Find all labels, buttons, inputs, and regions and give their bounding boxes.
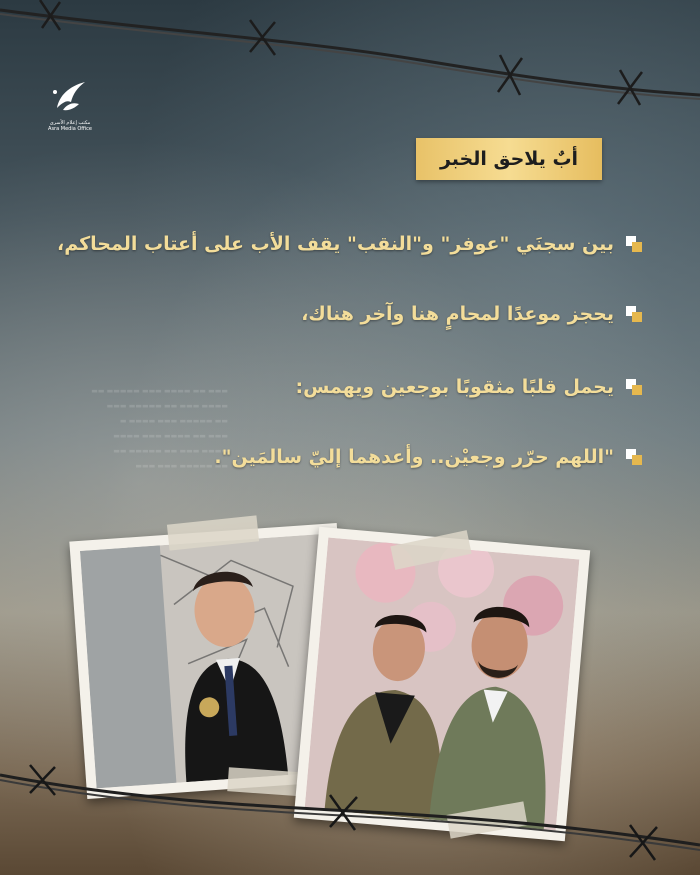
bird-logo-icon — [49, 78, 91, 116]
bullet-square-icon — [626, 449, 642, 465]
barbed-wire-top — [0, 0, 700, 110]
bullet-text: "اللهم حرّر وجعيْن.. وأعدهما إليّ سالمَين". — [214, 446, 614, 468]
faint-background-text: ▬▬▬ ▬▬ ▬▬▬▬ ▬▬▬ ▬▬▬▬▬ ▬▬ ▬▬▬▬ ▬▬▬ ▬▬ ▬▬▬▬▬ ▬▬▬ ▬▬ ▬▬▬▬▬ ▬▬▬ ▬▬▬▬ ▬ ▬▬▬ ▬▬ ▬▬▬▬ ▬▬▬ ▬▬▬▬ ▬▬▬▬ ▬▬▬ ▬▬ ▬▬▬▬▬ ▬▬ ▬▬ ▬▬▬▬▬ ▬▬▬ ▬▬▬ — [91, 387, 228, 470]
bullet-item-1 — [57, 233, 642, 255]
bullet-text: بين سجنَي "عوفر" و"النقب" يقف الأب على أعتاب المحاكم، — [56, 233, 614, 255]
headline-text: أبٌ يلاحق الخبر — [439, 148, 579, 170]
bullet-square-icon — [626, 379, 642, 395]
bullet-item-4 — [214, 446, 642, 468]
bullet-item-3 — [296, 376, 642, 398]
headline-box — [416, 138, 602, 180]
logo-name-en: Asra Media Office — [48, 126, 92, 132]
barbed-wire-bottom — [0, 735, 700, 875]
bullet-item-2 — [301, 303, 642, 325]
bullet-square-icon — [626, 306, 642, 322]
bullet-text: يحمل قلبًا مثقوبًا بوجعين ويهمس: — [295, 376, 614, 398]
bullet-text: يحجز موعدًا لمحامٍ هنا وآخر هناك، — [301, 303, 614, 325]
asra-media-logo — [44, 78, 96, 132]
logo-name-ar: مكتب إعلام الأسرى — [49, 120, 91, 126]
bullet-square-icon — [626, 236, 642, 252]
